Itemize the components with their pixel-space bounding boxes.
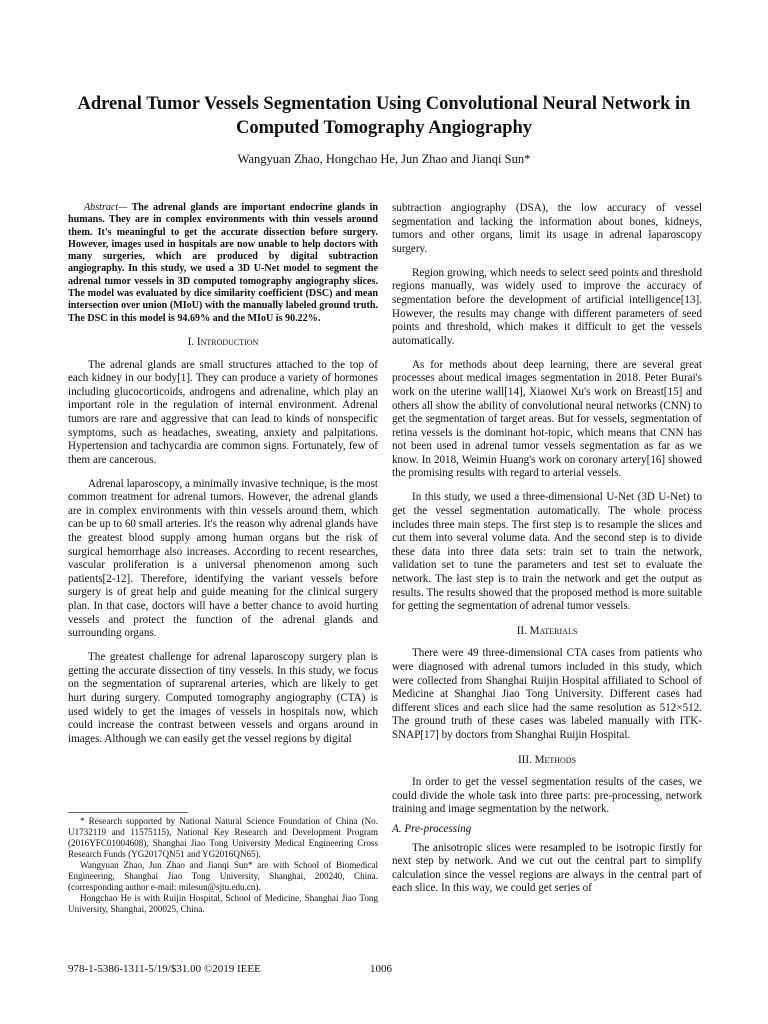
page-number: 1006 <box>370 963 392 975</box>
intro-paragraph-3-continued: subtraction angiography (DSA), the low accuracy of vessel segmentation and lacking the information about bones, kidneys, tumors and other organs, limit its usage in adrenal laparoscopy surgery. <box>392 202 702 255</box>
abstract-label: Abstract— <box>84 202 128 213</box>
isbn-copyright: 978-1-5386-1311-5/19/$31.00 ©2019 IEEE <box>68 963 261 975</box>
preprocessing-paragraph: The anisotropic slices were resampled to be isotropic firstly for next step by network. And we cut out the central part to simplify calculation since the vessel regions are always in the central part of each slice. In this way, we could get series of <box>392 841 702 895</box>
intro-paragraph-4: Region growing, which needs to select seed points and threshold regions manually, was widely used to improve the accuracy of segmentation before the development of artificial intelligence[13]. However, the results may change with different parameters of seed points and threshold, which makes it difficult to get the vessels automatically. <box>392 266 702 347</box>
footnote-affiliation-2: Hongchao He is with Ruijin Hospital, School of Medicine, Shanghai Jiao Tong University, Shanghai, 200025, China. <box>68 893 378 914</box>
methods-paragraph: In order to get the vessel segmentation results of the cases, we could divide the whole task into three parts: pre-processing, network training and image segmentation by the network. <box>392 776 702 816</box>
right-column <box>392 202 702 896</box>
section-heading-methods: III. Methods <box>517 753 577 766</box>
footnote-rule <box>68 812 188 813</box>
intro-paragraph-2: Adrenal laparoscopy, a minimally invasive technique, is the most common treatment for adrenal tumors. However, the adrenal glands are in complex environments with thin vessels around them, which can be up to 60 small arteries. It's the reason why adrenal glands have the greatest blood supply among human organs but the risk of surgical hemorrhage also increases. According to recent researches, vascular proliferation is a universal phenomenon among such patients[2-12]. Therefore, identifying the variant vessels before surgery is of great help and guide meaning for the clinical surgery plan. In that case, doctors will have a better chance to avoid hurting vessels and protect the function of the adrenal glands and surrounding organs. <box>68 477 378 640</box>
subsection-heading-preprocessing: A. Pre-processing <box>392 822 472 835</box>
abstract-text: The adrenal glands are important endocrine glands in humans. They are in complex environments with thin vessels around them. It's meaningful to get the accurate dissection before surgery. However, images used in hospitals are now unable to help doctors with many surgeries, which are produced by digital subtraction angiography. In this study, we used a 3D U-Net model to segment the adrenal tumor vessels in 3D computed tomography angiography slices. The model was evaluated by dice similarity coefficient (DSC) and mean intersection over union (MIoU) with the manually labeled ground truth. The DSC in this model is 94.69% and the MIoU is 90.22%. <box>68 202 378 324</box>
left-column <box>68 202 378 746</box>
section-heading-introduction: I. Introduction <box>187 335 259 348</box>
abstract <box>68 202 378 325</box>
footnote-affiliation-1: Wangyuan Zhao, Jun Zhao and Jianqi Sun* are with School of Biomedical Engineering, Shanghai Jiao Tong University, Shanghai, 200240, China. (corresponding author e-mail: milesun@sjtu.edu.cn). <box>68 860 378 892</box>
intro-paragraph-6: In this study, we used a three-dimensional U-Net (3D U-Net) to get the vessel segmentation automatically. The whole process includes three main steps. The first step is to resample the slices and cut them into several volume data. And the second step is to divide these data into three data sets: train set to train the network, validation set to tune the parameters and test set to evaluate the network. The last step is to train the network and get the output as results. The results showed that the proposed method is more suitable for getting the segmentation of adrenal tumor vessels. <box>392 491 702 613</box>
intro-paragraph-3: The greatest challenge for adrenal laparoscopy surgery plan is getting the accurate dissection of tiny vessels. In this study, we focus on the segmentation of suprarenal arteries, which are likely to get hurt during surgery. Computed tomography angiography (CTA) is used widely to get the images of vessels in hospitals now, which could increase the contrast between vessels and organs around in images. Although we can easily get the vessel regions by digital <box>68 651 378 745</box>
footnotes <box>68 816 378 915</box>
author-list: Wangyuan Zhao, Hongchao He, Jun Zhao and Jianqi Sun* <box>237 152 531 166</box>
section-heading-materials: II. Materials <box>516 624 578 637</box>
intro-paragraph-1: The adrenal glands are small structures attached to the top of each kidney in our body[1]. They can produce a variety of hormones including glucocorticoids, androgens and adrenaline, which play an important role in the regulation of internal environment. Adrenal tumors are rare and aggressive that can lead to kinds of nonspecific symptoms, such as headaches, sweating, anxiety and palpitations. Hypertension and tachycardia are common signs. Fortunately, few of them are cancerous. <box>68 358 378 466</box>
footnote-funding: * Research supported by National Natural Science Foundation of China (No. U1732119 and 11575115), National Key Research and Development Program (2016YFC01004608), Shanghai Jiao Tong University Medical Engineering Cross Research Funds (YG2017QN51 and YG2016QN65). <box>68 816 378 859</box>
materials-paragraph: There were 49 three-dimensional CTA cases from patients who were diagnosed with adrenal tumors included in this study, which were collected from Shanghai Ruijin Hospital affiliated to School of Medicine at Shanghai Jiao Tong University. Different cases had different slices and each slice had the same resolution as 512×512. The ground truth of these cases was labeled manually with ITK-SNAP[17] by doctors from Shanghai Ruijin Hospital. <box>392 647 702 741</box>
intro-paragraph-5: As for methods about deep learning, there are several great processes about medical images segmentation in 2018. Peter Burai's work on the uterine wall[14], Xiaowei Xu's work on Breast[15] and others all show the ability of convolutional neural networks (CNN) to get the segmentation of target areas. But for vessels, segmentation of retina vessels is the dominant hot-topic, which means that CNN has not been used in adrenal tumor vessels segmentation as far as we know. In 2018, Weimin Huang's work on coronary artery[16] showed the promising results with regard to arterial vessels. <box>392 358 702 480</box>
paper-title: Adrenal Tumor Vessels Segmentation Using Convolutional Neural Network in Computed Tomography Angiography <box>77 94 691 138</box>
